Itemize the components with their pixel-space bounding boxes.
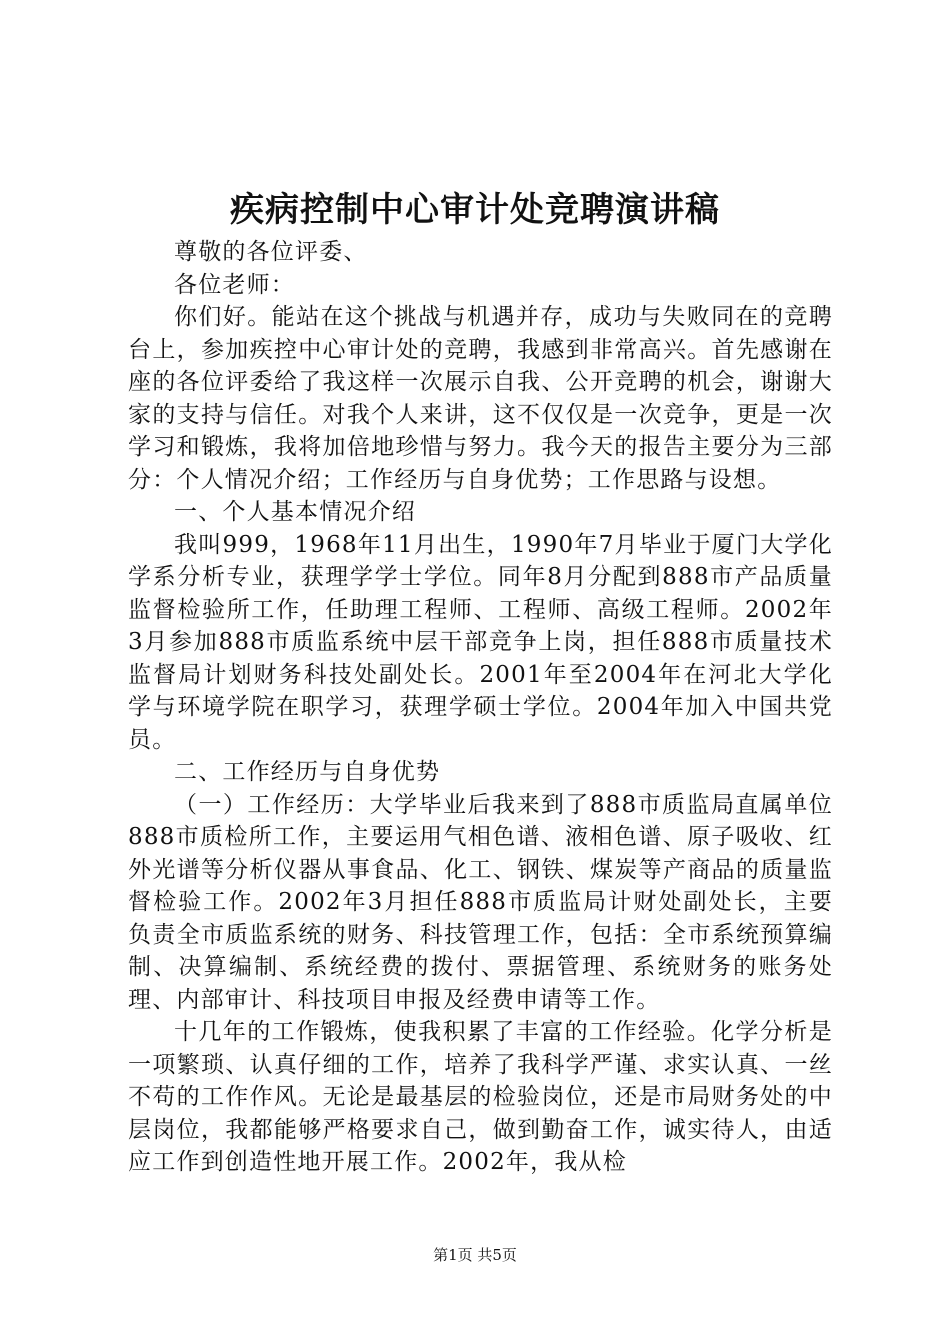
page-footer: 第1页 共5页 xyxy=(433,1246,517,1264)
document-body xyxy=(128,236,833,1179)
paragraph-opening: 你们好。能站在这个挑战与机遇并存，成功与失败同在的竞聘台上，参加疾控中心审计处的竞聘，我感到非常高兴。首先感谢在座的各位评委给了我这样一次展示自我、公开竞聘的机会，谢谢大家的支持与信任。对我个人来讲，这不仅仅是一次竞争，更是一次学习和锻炼，我将加倍地珍惜与努力。我今天的报告主要分为三部分：个人情况介绍；工作经历与自身优势；工作思路与设想。 xyxy=(128,304,833,493)
section-heading-1: 一、个人基本情况介绍 xyxy=(174,499,416,525)
document-title: 疾病控制中心审计处竞聘演讲稿 xyxy=(230,190,720,230)
section-heading-2: 二、工作经历与自身优势 xyxy=(174,759,441,785)
salutation-line-2: 各位老师： xyxy=(174,271,295,298)
paragraph-experience: 十几年的工作锻炼，使我积累了丰富的工作经验。化学分析是一项繁琐、认真仔细的工作，培养了我科学严谨、求实认真、一丝不苟的工作作风。无论是最基层的检验岗位，还是市局财务处的中层岗位，我都能够严格要求自己，做到勤奋工作，诚实待人，由适应工作到创造性地开展工作。2002年，我从检 xyxy=(128,1019,833,1175)
salutation-line-1: 尊敬的各位评委、 xyxy=(174,239,368,265)
paragraph-work-history: （一）工作经历：大学毕业后我来到了888市质监局直属单位888市质检所工作，主要运用气相色谱、液相色谱、原子吸收、红外光谱等分析仪器从事食品、化工、钢铁、煤炭等产商品的质量监督检验工作。2002年3月担任888市质监局计财处副处长，主要负责全市质监系统的财务、科技管理工作，包括：全市系统预算编制、决算编制、系统经费的拨付、票据管理、系统财务的账务处理、内部审计、科技项目申报及经费申请等工作。 xyxy=(128,791,833,1013)
paragraph-personal-info: 我叫999，1968年11月出生，1990年7月毕业于厦门大学化学系分析专业，获理学学士学位。同年8月分配到888市产品质量监督检验所工作，任助理工程师、工程师、高级工程师。2002年3月参加888市质监系统中层干部竞争上岗，担任888市质量技术监督局计划财务科技处副处长。2001年至2004年在河北大学化学与环境学院在职学习，获理学硕士学位。2004年加入中国共党员。 xyxy=(128,531,833,753)
